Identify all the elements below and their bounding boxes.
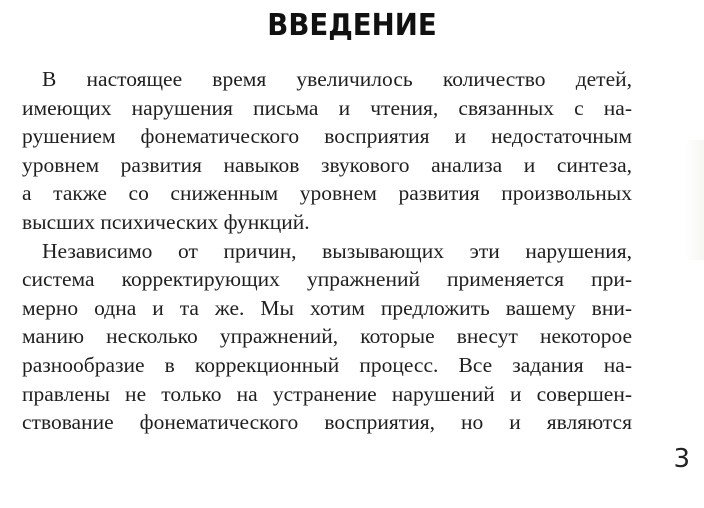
paragraph-1-line-3: рушением фонематического восприятия и недостаточным (22, 124, 632, 149)
paragraph-1-line-4: уровнем развития навыков звукового анализа и синтеза, (22, 152, 632, 177)
paragraph-2-line-3: мерно одна и та же. Мы хотим предложить вашему вни- (22, 295, 632, 320)
paragraph-1-line-5: а также со сниженным уровнем развития произвольных (22, 181, 632, 206)
paragraph-2-line-6: правлены не только на устранение нарушений и совершен- (22, 381, 632, 406)
body-text (22, 65, 632, 437)
paragraph-1-line-2: имеющих нарушения письма и чтения, связанных с на- (22, 95, 632, 120)
page-title: ВВЕДЕНИЕ (267, 8, 437, 43)
paragraph-1-line-1: В настоящее время увеличилось количество детей, (42, 67, 632, 91)
paragraph-2-line-2: система корректирующих упражнений применяется при- (22, 267, 632, 292)
paragraph-2-line-1: Независимо от причин, вызывающих эти нарушения, (42, 238, 632, 263)
paragraph-2-line-4: манию несколько упражнений, которые внесут некоторое (22, 324, 632, 349)
paragraph-2-line-5: разнообразие в коррекционный процесс. Все задания на- (22, 352, 632, 377)
paragraph-2-line-7: ствование фонематического восприятия, но и являются (22, 410, 632, 435)
page-number: 3 (673, 444, 690, 474)
paragraph-1-line-6: высших психических функций. (22, 209, 310, 234)
page-edge-shade (684, 140, 704, 260)
